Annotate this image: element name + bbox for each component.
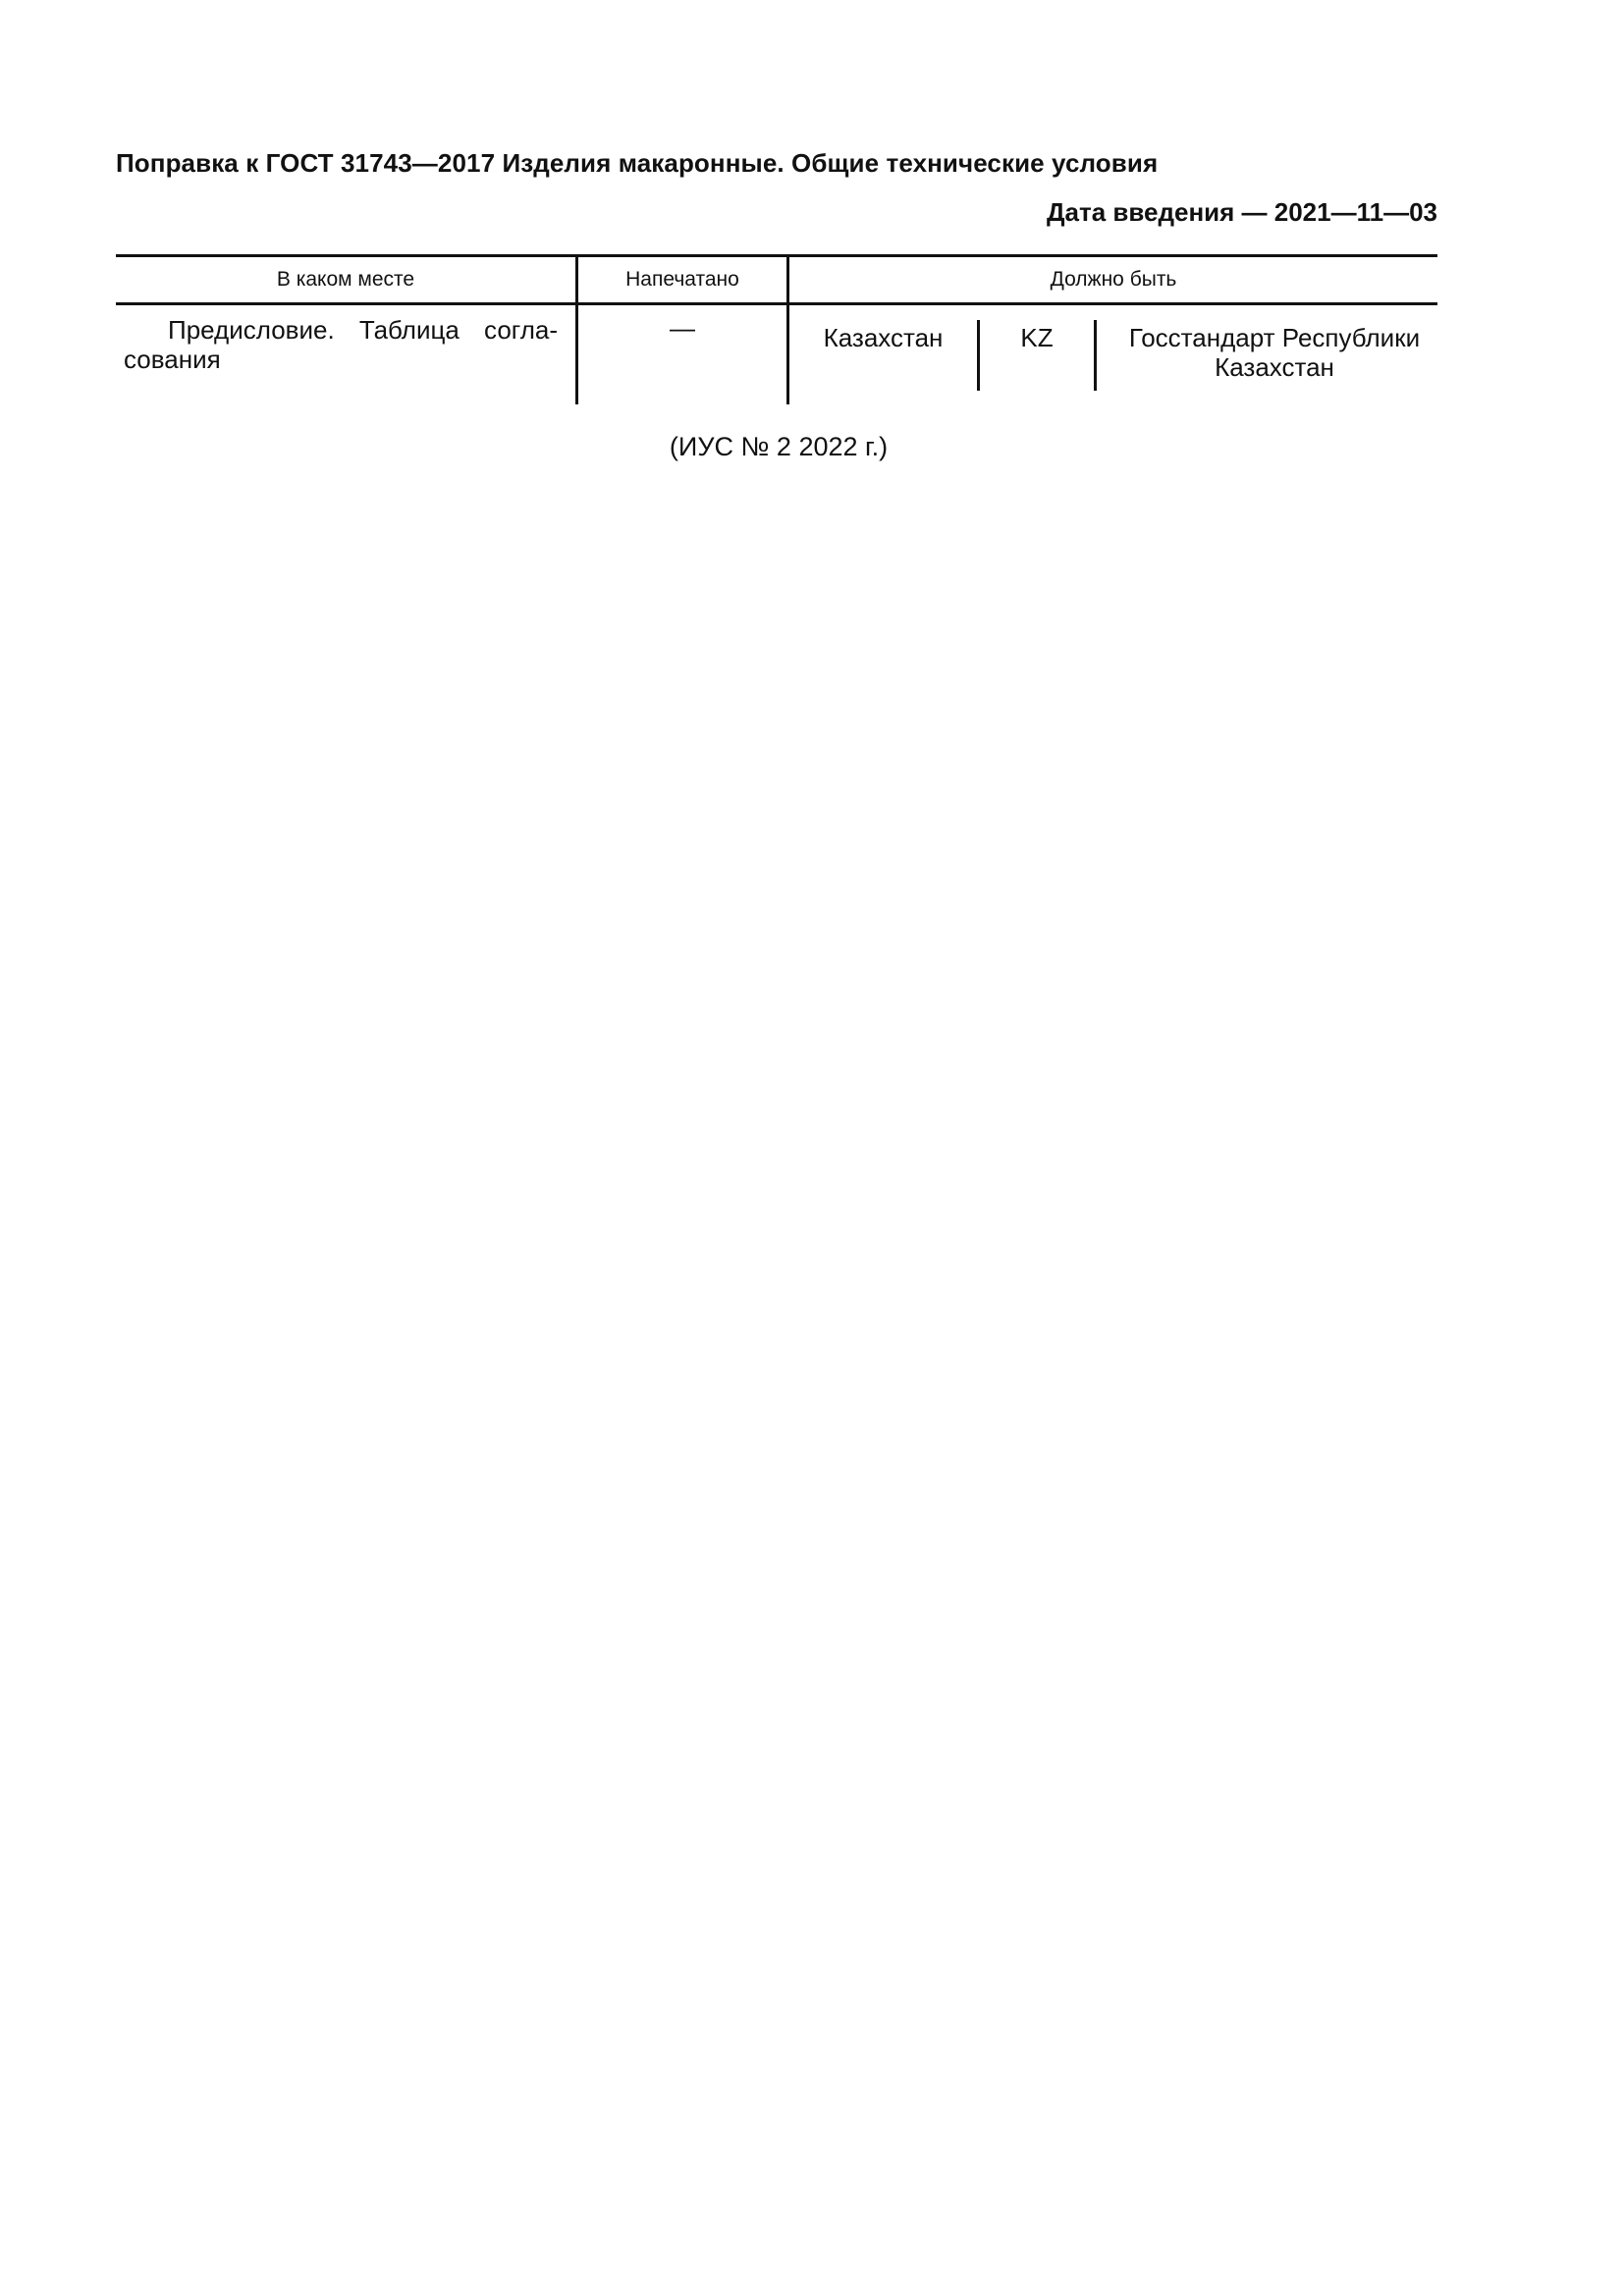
row-organization-cell: Госстандарт Республики Казахстан [1128,323,1421,382]
header-printed: Напечатано [625,268,739,291]
ius-reference: (ИУС № 2 2022 г.) [669,432,889,461]
effective-date: Дата введения — 2021—11—03 [1047,197,1437,227]
row-code-cell: KZ [1020,323,1054,352]
correction-table [116,254,1437,402]
subcolumn-divider-code [1094,320,1097,391]
table-top-rule [116,254,1437,257]
header-should-be: Должно быть [1050,268,1177,291]
row-country-cell: Казахстан [823,323,944,352]
row-where-cell: Предисловие. Таблица согла-сования [124,315,558,374]
document-title: Поправка к ГОСТ 31743—2017 Изделия макаронные. Общие технические условия [116,148,1159,178]
header-where: В каком месте [276,268,415,291]
row-printed-cell: — [670,313,695,343]
table-header-rule [116,302,1437,305]
